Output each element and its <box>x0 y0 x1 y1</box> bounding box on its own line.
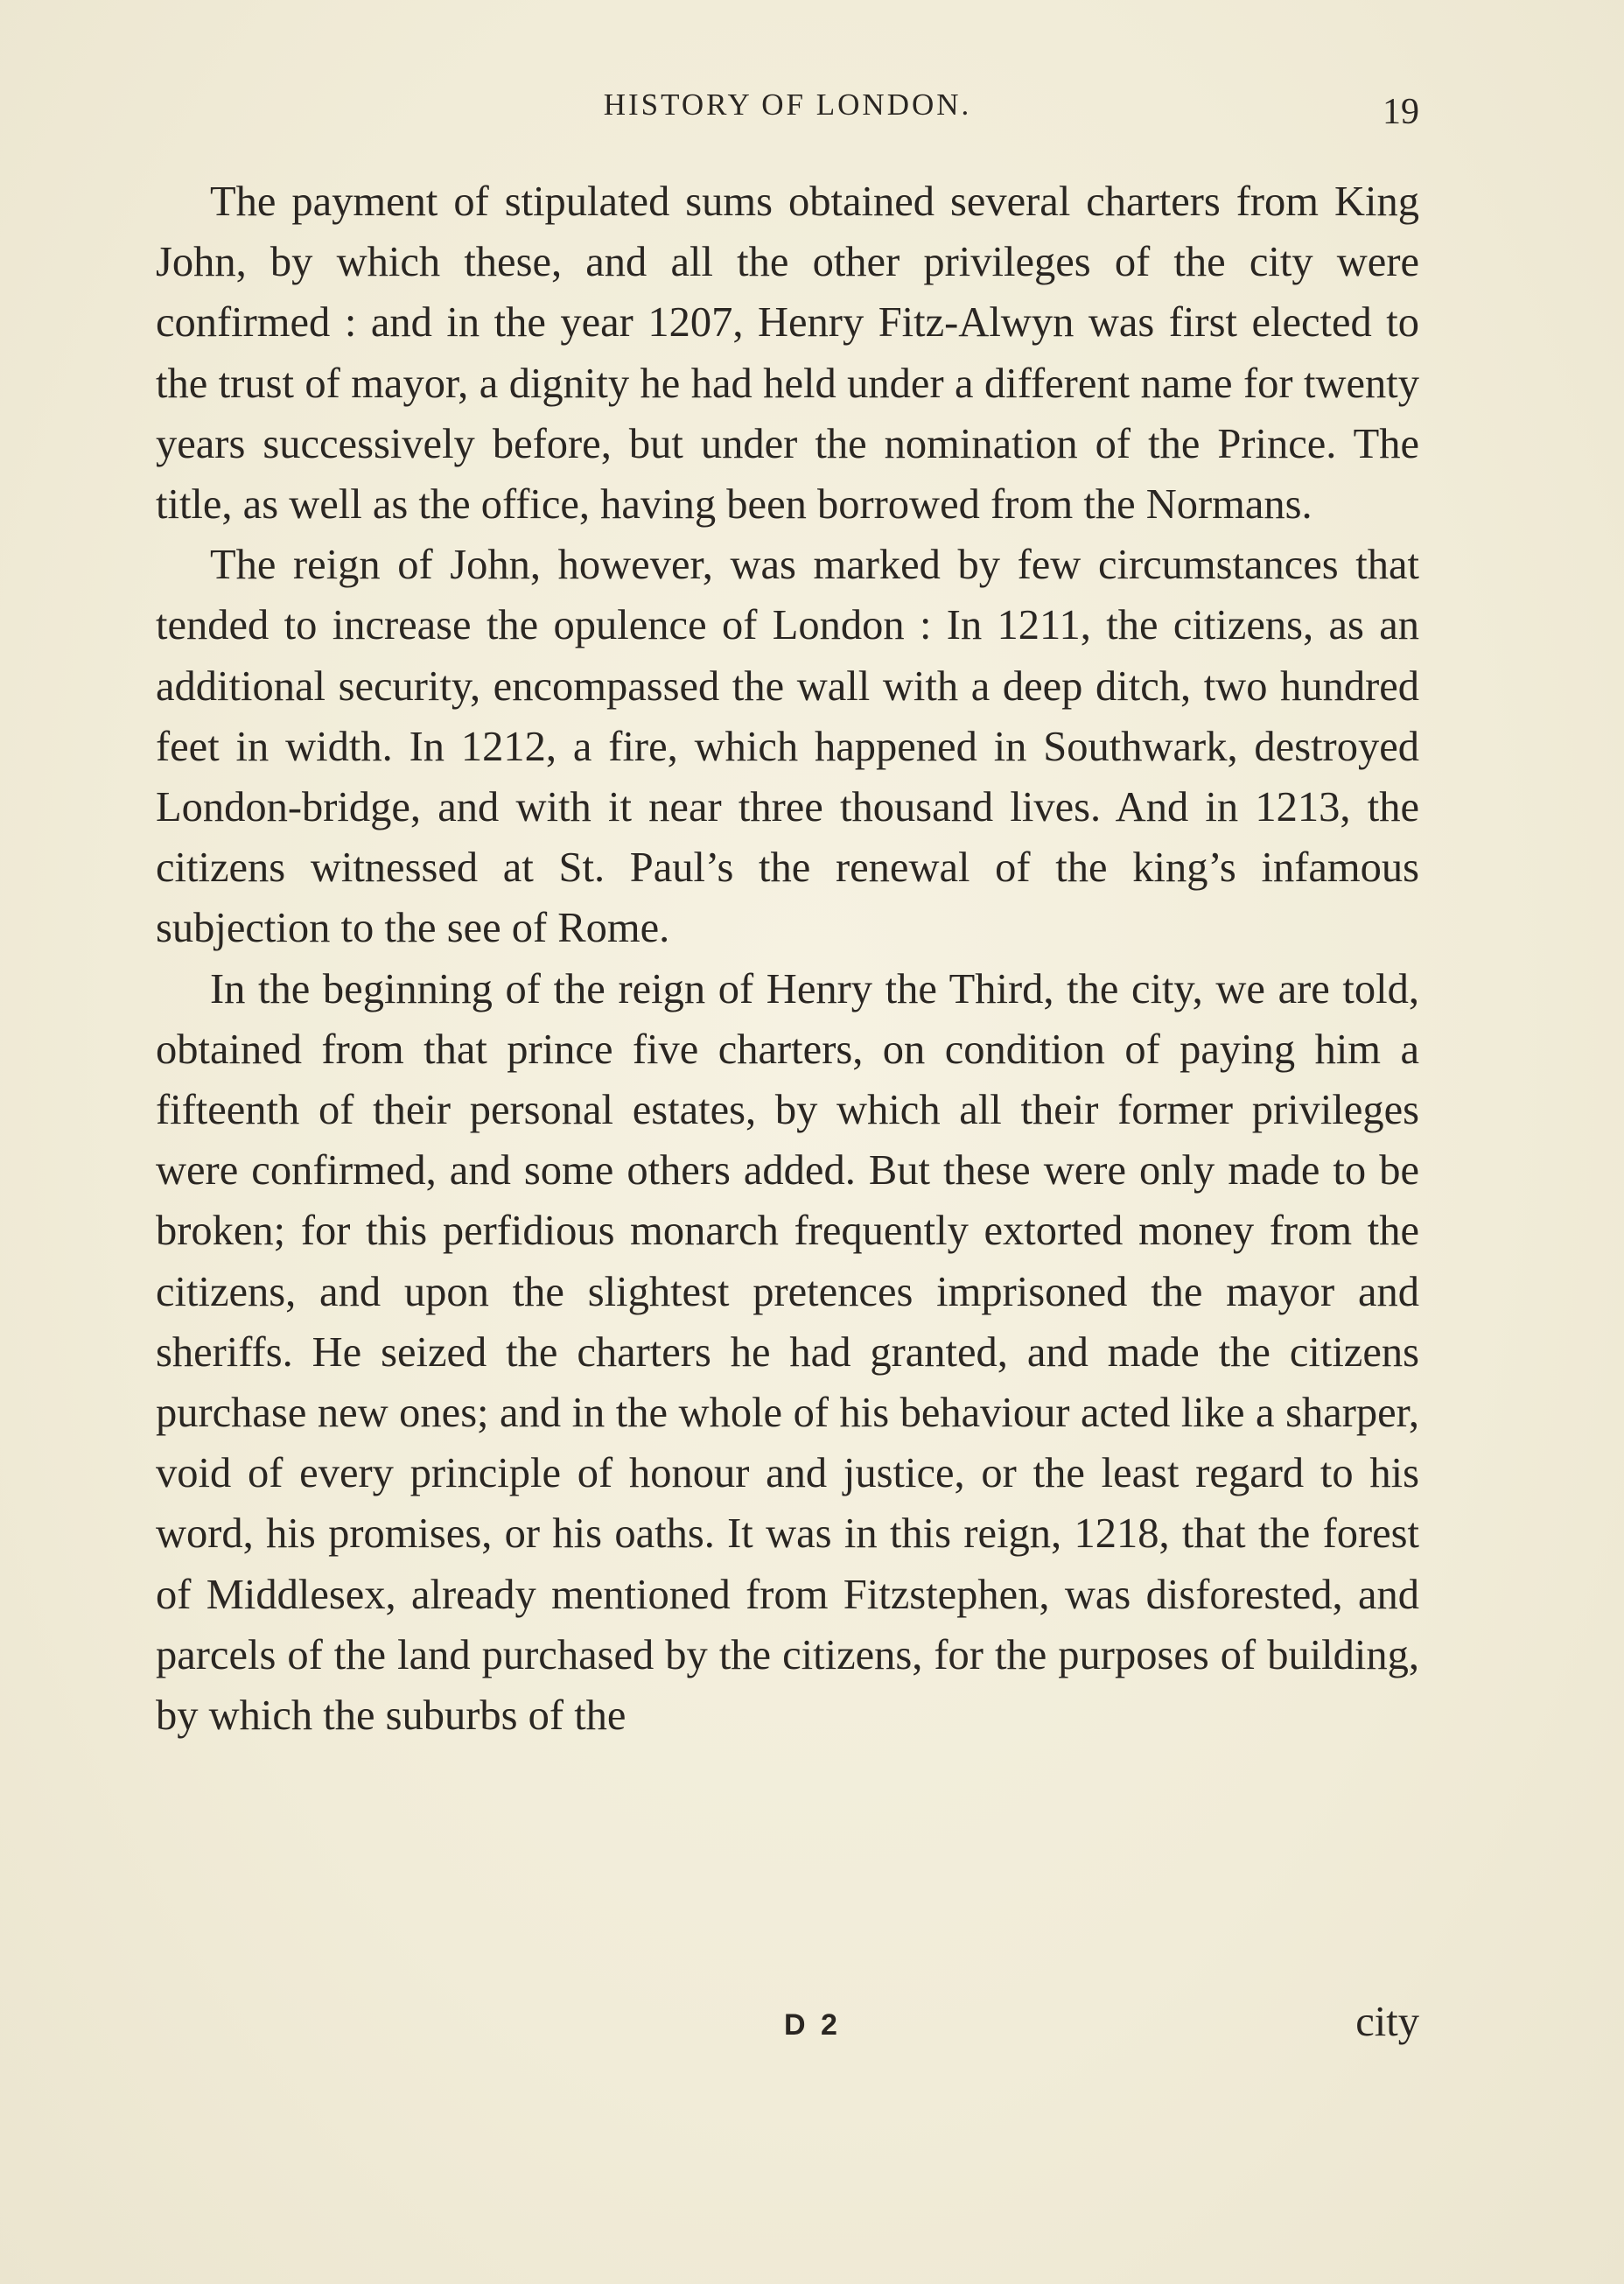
signature-mark: D 2 <box>784 2008 841 2042</box>
catchword: city <box>1355 1999 1419 2045</box>
paragraph: The reign of John, however, was marked by few circumstances that tended to increase the opulence of London : In 1211, the citizens, as an additional security, encompassed the wall with a deep ditch, two hundred feet in width. In 1212, a fire, which happened in Southwark, destroyed London-bridge, and with it near three thousand lives. And in 1213, the citizens witnessed at St. Paul’s the renewal of the king’s infamous subjection to the see of Rome. <box>156 542 1419 952</box>
page-number: 19 <box>1382 92 1419 132</box>
page-footer <box>156 1998 1419 2059</box>
running-head <box>156 88 1419 140</box>
paragraph: The payment of stipulated sums obtained several charters from King John, by which these, and all the other privileges of the city were confirmed : and in the year 1207, Henry Fitz-Alwyn was first elected to the trust of mayor, a dignity he had held under a different name for twenty years successively before, but under the nomination of the Prince. The title, as well as the office, having been borrowed from the Normans. <box>156 179 1419 529</box>
paragraph: In the beginning of the reign of Henry the Third, the city, we are told, obtained from that prince five charters, on condition of paying him a fifteenth of their personal estates, by which all their former privileges were confirmed, and some others added. But these were only made to be broken; for this perfidious monarch frequently extorted money from the citizens, and upon the slightest pretences imprisoned the mayor and sheriffs. He seized the charters he had granted, and made the citizens purchase new ones; and in the whole of his behaviour acted like a sharper, void of every principle of honour and justice, or the least regard to his word, his promises, or his oaths. It was in this reign, 1218, that the forest of Middlesex, already mentioned from Fitzstephen, was disforested, and parcels of the land purchased by the citizens, for the purposes of building, by which the suburbs of the <box>156 965 1419 1740</box>
body-text <box>156 172 1419 1746</box>
running-title: HISTORY OF LONDON. <box>603 88 972 122</box>
